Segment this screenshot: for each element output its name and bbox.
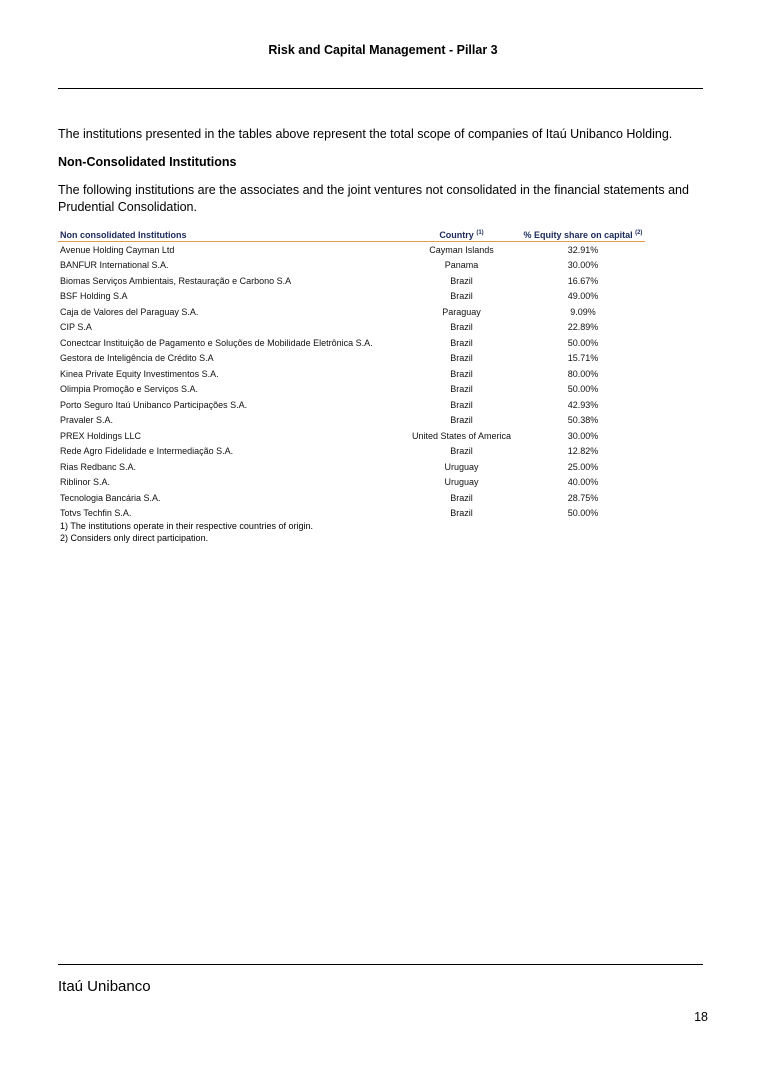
equity-share-cell: 9.09%	[570, 306, 596, 317]
institution-cell: BSF Holding S.A	[60, 291, 128, 302]
institution-cell: Rias Redbanc S.A.	[60, 461, 137, 472]
institution-cell: BANFUR International S.A.	[60, 260, 169, 271]
footer-divider	[58, 964, 703, 965]
country-cell: Brazil	[450, 415, 473, 426]
institution-cell: Caja de Valores del Paraguay S.A.	[60, 306, 199, 317]
institution-cell: Gestora de Inteligência de Crédito S.A	[60, 353, 214, 364]
country-cell: Brazil	[450, 275, 473, 286]
table-row	[58, 351, 645, 367]
intro-paragraph: The institutions presented in the tables above represent the total scope of companies of Itaú Unibanco Holding.	[58, 127, 673, 141]
institution-cell: Tecnologia Bancária S.A.	[60, 492, 161, 503]
equity-share-cell: 12.82%	[567, 446, 599, 457]
country-cell: United States of America	[411, 430, 512, 441]
country-cell: Brazil	[450, 384, 473, 395]
table-row	[58, 475, 645, 491]
equity-share-cell: 30.00%	[567, 430, 599, 441]
table-row	[58, 459, 645, 475]
country-cell: Uruguay	[444, 461, 479, 472]
equity-share-cell: 50.38%	[567, 415, 599, 426]
table-row	[58, 506, 645, 522]
equity-share-cell: 50.00%	[567, 508, 599, 519]
country-cell: Brazil	[450, 446, 473, 457]
institution-cell: Biomas Serviços Ambientais, Restauração e Carbono S.A	[60, 275, 292, 286]
institution-cell: Conectcar Instituição de Pagamento e Soluções de Mobilidade Eletrônica S.A.	[60, 337, 373, 348]
table-row	[58, 273, 645, 289]
country-cell: Brazil	[450, 322, 473, 333]
table-row	[58, 444, 645, 460]
page-header-title: Risk and Capital Management - Pillar 3	[268, 43, 498, 57]
footnote-1: 1) The institutions operate in their respective countries of origin.	[60, 521, 313, 531]
table-row	[58, 413, 645, 429]
table-row	[58, 242, 645, 258]
section-title: Non-Consolidated Institutions	[58, 155, 237, 169]
footnote-ref: (2)	[635, 230, 643, 236]
footnote-ref: (1)	[476, 230, 484, 236]
table-row	[58, 382, 645, 398]
equity-share-cell: 30.00%	[567, 260, 599, 271]
country-cell: Brazil	[450, 337, 473, 348]
institution-cell: Avenue Holding Cayman Ltd	[60, 244, 175, 255]
header-label: Non consolidated Institutions	[60, 230, 187, 240]
equity-share-cell: 28.75%	[567, 492, 599, 503]
non-consolidated-institutions-table	[58, 228, 645, 521]
equity-share-cell: 50.00%	[567, 384, 599, 395]
institution-cell: Totvs Techfin S.A.	[60, 508, 132, 519]
table-notes	[60, 520, 313, 544]
table-row	[58, 304, 645, 320]
institution-cell: Porto Seguro Itaú Unibanco Participações S.A.	[60, 399, 248, 410]
table-row	[58, 366, 645, 382]
table-body	[58, 242, 645, 522]
table-row	[58, 490, 645, 506]
equity-share-cell: 25.00%	[567, 461, 599, 472]
country-cell: Cayman Islands	[429, 244, 494, 255]
header-label: Country	[439, 230, 474, 240]
institution-cell: Riblinor S.A.	[60, 477, 111, 488]
table-header-row	[58, 228, 645, 242]
table-row	[58, 289, 645, 305]
footnote-2: 2) Considers only direct participation.	[60, 533, 209, 543]
header-institution	[58, 228, 402, 242]
institution-cell: Rede Agro Fidelidade e Intermediação S.A.	[60, 446, 234, 457]
institution-cell: Kinea Private Equity Investimentos S.A.	[60, 368, 219, 379]
table-row	[58, 320, 645, 336]
equity-share-cell: 32.91%	[567, 244, 599, 255]
institution-cell: CIP S.A	[60, 322, 92, 333]
country-cell: Brazil	[450, 399, 473, 410]
table-row	[58, 397, 645, 413]
country-cell: Panama	[444, 260, 479, 271]
institution-cell: PREX Holdings LLC	[60, 430, 142, 441]
country-cell: Brazil	[450, 368, 473, 379]
institution-cell: Olimpia Promoção e Serviços S.A.	[60, 384, 199, 395]
equity-share-cell: 49.00%	[567, 291, 599, 302]
country-cell: Brazil	[450, 508, 473, 519]
section-paragraph: The following institutions are the associates and the joint ventures not consolidated in the financial statements and Prudential Consolidation.	[58, 183, 689, 214]
equity-share-cell: 40.00%	[567, 477, 599, 488]
header-country	[402, 228, 521, 242]
equity-share-cell: 42.93%	[567, 399, 599, 410]
equity-share-cell: 22.89%	[567, 322, 599, 333]
country-cell: Brazil	[450, 492, 473, 503]
header-equity-share	[521, 228, 645, 242]
footer-brand: Itaú Unibanco	[58, 978, 151, 995]
institution-cell: Pravaler S.A.	[60, 415, 114, 426]
country-cell: Uruguay	[444, 477, 479, 488]
table-row	[58, 335, 645, 351]
country-cell: Paraguay	[442, 306, 481, 317]
table-row	[58, 428, 645, 444]
equity-share-cell: 80.00%	[567, 368, 599, 379]
equity-share-cell: 15.71%	[567, 353, 599, 364]
table-row	[58, 258, 645, 274]
country-cell: Brazil	[450, 291, 473, 302]
equity-share-cell: 50.00%	[567, 337, 599, 348]
page-number: 18	[694, 1010, 708, 1024]
header-divider	[58, 88, 703, 89]
header-label: % Equity share on capital	[523, 230, 633, 240]
equity-share-cell: 16.67%	[567, 275, 599, 286]
country-cell: Brazil	[450, 353, 473, 364]
